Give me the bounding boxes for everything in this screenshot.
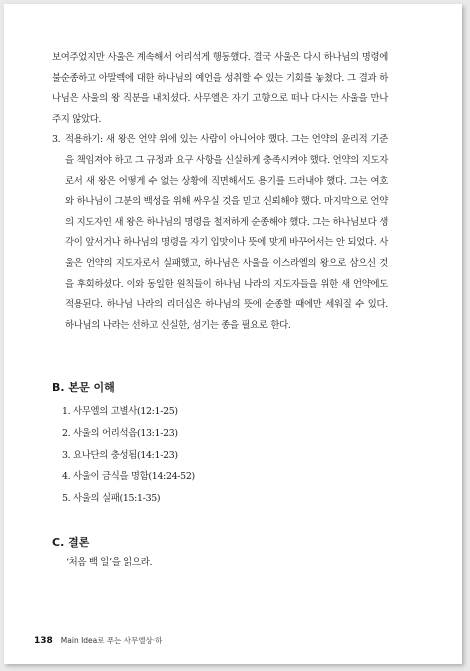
list-item-3 bbox=[52, 130, 388, 336]
page-number: 138 bbox=[34, 636, 53, 646]
paragraph-continued: 보여주었지만 사울은 계속해서 어리석게 행동했다. 결국 사울은 다시 하나님의 명령에 불순종하고 아말렉에 대한 하나님의 예언을 성취할 수 있는 기회를 놓쳤다. 그 결과 하나님은 사울의 왕 직분을 내치셨다. 사무엘은 자기 고향으로 떠나 다시는 사울을 만나주지 않았다. bbox=[52, 52, 388, 125]
item-text: 적용하기: 새 왕은 언약 위에 있는 사람이 아니어야 했다. 그는 언약의 윤리적 기준을 책임져야 하고 그 규정과 요구 사항을 신실하게 충족시켜야 했다. 언약의 지도자로서 새 왕은 어떻게 수 없는 상황에 직면해서도 용기를 드러내야 했다. 그는 여호와 하나님이 그분의 백성을 위해 싸우실 것을 믿고 신뢰해야 했다. 마지막으로 언약의 지도자인 새 왕은 하나님의 명령을 철저하게 순종해야 했다. 그는 하나님보다 생각이 앞서거나 하나님의 명령을 자기 입맛이나 뜻에 맞게 바꾸어서는 안 되었다. 사울은 언약의 지도자로서 실패했고, 하나님은 사울을 이스라엘의 왕으로 삼으신 것을 후회하셨다. 이와 동일한 원칙들이 하나님 나라의 지도자들을 위한 새 언약에도 적용된다. 하나님 나라의 리더십은 하나님의 뜻에 순종할 때에만 세워질 수 있다. 하나님의 나라는 선하고 신실한, 섬기는 종을 필요로 한다. bbox=[65, 134, 388, 331]
list-item: 4. 사울이 금식을 명함(14:24-52) bbox=[62, 471, 195, 483]
book-title: Main Idea로 푸는 사무엘상·하 bbox=[60, 636, 163, 645]
section-c-heading: C. 결론 bbox=[52, 536, 90, 549]
section-b-list bbox=[62, 401, 195, 510]
section-c-text: ‘처음 백 일’을 읽으라. bbox=[66, 557, 153, 568]
item-number: 3. bbox=[52, 134, 61, 146]
body-text bbox=[52, 48, 388, 336]
list-item: 2. 사울의 어리석음(13:1-23) bbox=[62, 427, 178, 439]
document-page bbox=[4, 4, 462, 664]
list-item: 5. 사울의 실패(15:1-35) bbox=[62, 493, 161, 505]
section-b-heading: B. 본문 이해 bbox=[52, 381, 115, 394]
list-item: 3. 요나단의 충성됨(14:1-23) bbox=[62, 449, 178, 461]
list-item: 1. 사무엘의 고별사(12:1-25) bbox=[62, 406, 178, 417]
page-footer bbox=[34, 635, 162, 646]
